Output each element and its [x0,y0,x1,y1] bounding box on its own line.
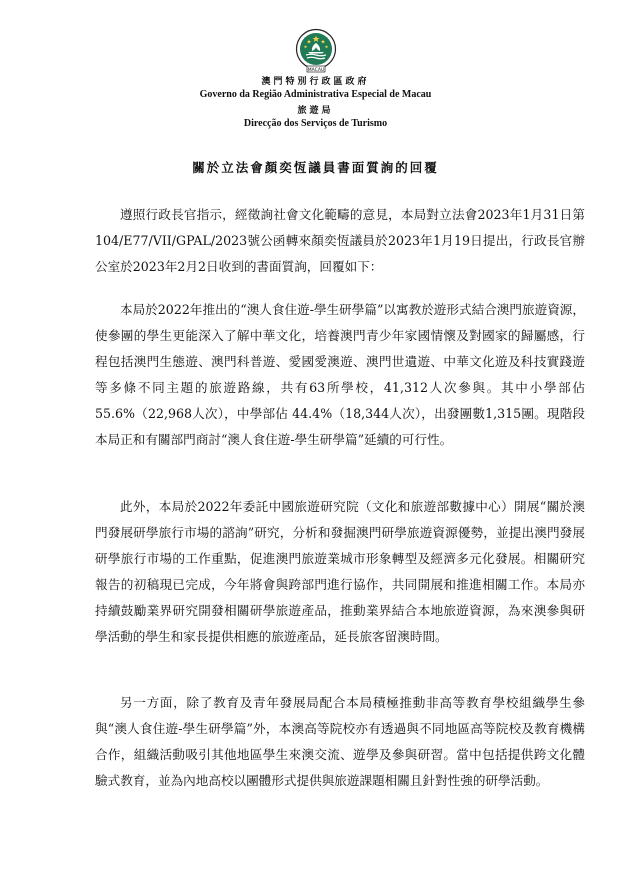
body-paragraph: 本局於2022年推出的“澳人食住遊-學生研學篇”以寓教於遊形式結合澳門旅遊資源，使參團的學生更能深入了解中華文化，培養澳門青少年家國情懷及對國家的歸屬感，行程包括澳門生態遊、澳門科普遊、愛國愛澳遊、澳門世遺遊、中華文化遊及科技實踐遊等多條不同主題的旅遊路線，共有63所學校，41,312人次參與。其中小學部佔 55.6%（22,968人次），中學部佔 44.4%（18,344人次），出發團數1,315團。現階段本局正和有關部門商討“澳人食住遊-學生研學篇”延續的可行性。 [95,302,585,447]
dept-name-pt: Direcção dos Serviços de Turismo [243,118,388,129]
body-paragraph: 遵照行政長官指示，經徵詢社會文化範疇的意見，本局對立法會2023年1月31日第104/E77/VII/GPAL/2023號公函轉來顏奕恆議員於2023年1月19日提出，行政長官辦公室於2023年2月2日收到的書面質詢，回覆如下： [95,207,585,274]
dept-name-zh: 旅遊局 [297,106,334,116]
body-paragraph: 另一方面，除了教育及青年發展局配合本局積極推動非高等教育學校組織學生參與“澳人食住遊-學生研學篇”外，本澳高等院校亦有透過與不同地區高等院校及教育機構合作，組織活動吸引其他地區學生來澳交流、遊學及參與研習。當中包括提供跨文化體驗式教育，並為內地高校以團體形式提供與旅遊課題相關且針對性強的研學活動。 [95,695,585,788]
document-title: 關於立法會顏奕恆議員書面質詢的回覆 [192,160,439,175]
emblem-text: MACAU [307,67,324,73]
gov-name-pt: Governo da Região Administrativa Especial de Macau [199,89,432,100]
macau-emblem-icon [295,28,337,74]
gov-name-zh: 澳門特別行政區政府 [261,77,370,87]
letterhead [0,28,631,130]
body-paragraph: 此外，本局於2022年委託中國旅遊研究院（文化和旅遊部數據中心）開展“關於澳門發展研學旅行市場的諮詢”研究，分析和發掘澳門研學旅遊資源優勢，並提出澳門發展研學旅行市場的工作重點，促進澳門旅遊業城市形象轉型及經濟多元化發展。相關研究報告的初稿現已完成，今年將會與跨部門進行協作，共同開展和推進相關工作。本局亦持續鼓勵業界研究開發相關研學旅遊產品，推動業界結合本地旅遊資源，為來澳參與研學活動的學生和家長提供相應的旅遊產品，延長旅客留澳時間。 [95,499,585,644]
